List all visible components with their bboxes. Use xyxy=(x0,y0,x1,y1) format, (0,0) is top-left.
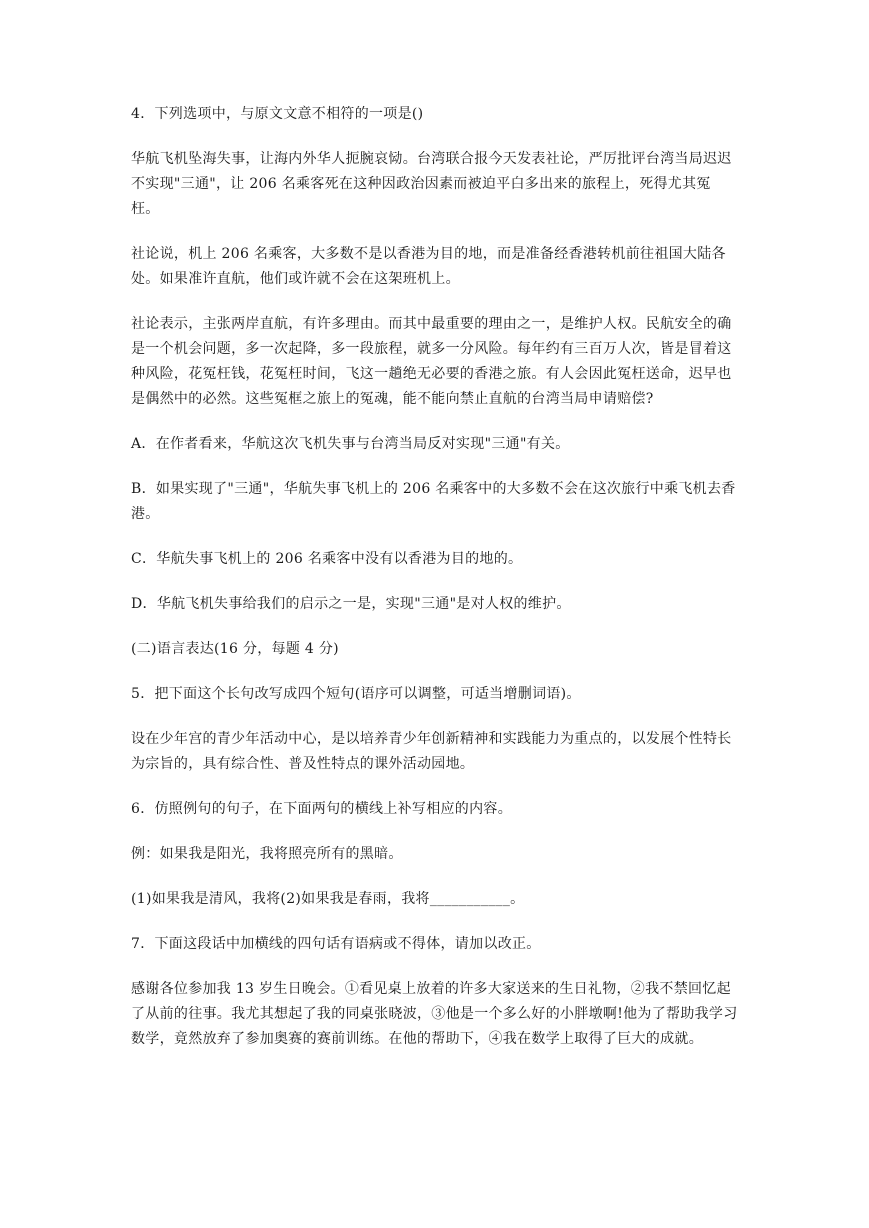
option-b: B．如果实现了"三通"，华航失事飞机上的 206 名乘客中的大多数不会在这次旅行中乘飞机去香港。 xyxy=(131,481,736,522)
section-heading-language-expression: (二)语言表达(16 分，每题 4 分) xyxy=(131,641,339,657)
question-5-stem: 5．把下面这个长句改写成四个短句(语序可以调整，可适当增删词语)。 xyxy=(131,686,581,702)
question-7-stem: 7．下面这段话中加横线的四句话有语病或不得体，请加以改正。 xyxy=(131,936,541,952)
question-4-stem: 4．下列选项中，与原文文意不相符的一项是() xyxy=(131,106,424,122)
option-d: D．华航飞机失事给我们的启示之一是，实现"三通"是对人权的维护。 xyxy=(131,596,571,612)
question-5-sentence: 设在少年宫的青少年活动中心，是以培养青少年创新精神和实践能力为重点的，以发展个性特长为宗旨的，具有综合性、普及性特点的课外活动园地。 xyxy=(131,731,732,772)
question-6-blanks: (1)如果我是清风，我将(2)如果我是春雨，我将___________。 xyxy=(131,891,525,907)
question-6-example: 例：如果我是阳光，我将照亮所有的黑暗。 xyxy=(131,846,403,862)
question-7-passage: 感谢各位参加我 13 岁生日晚会。①看见桌上放着的许多大家送来的生日礼物，②我不禁回忆起了从前的往事。我尤其想起了我的同桌张晓波，③他是一个多么好的小胖墩啊!他为了帮助我学习数学，竟然放弃了参加奥赛的赛前训练。在他的帮助下，④我在数学上取得了巨大的成就。 xyxy=(131,981,738,1047)
passage-paragraph-1: 华航飞机坠海失事，让海内外华人扼腕哀恸。台湾联合报今天发表社论，严厉批评台湾当局迟迟不实现"三通"，让 206 名乘客死在这种因政治因素而被迫平白多出来的旅程上，死得尤其冤枉。 xyxy=(131,151,732,217)
passage-paragraph-2: 社论说，机上 206 名乘客，大多数不是以香港为目的地，而是准备经香港转机前往祖国大陆各处。如果准许直航，他们或许就不会在这架班机上。 xyxy=(131,246,726,287)
document-page xyxy=(131,102,739,1072)
option-c: C．华航失事飞机上的 206 名乘客中没有以香港为目的地的。 xyxy=(131,551,523,567)
option-a: A．在作者看来，华航这次飞机失事与台湾当局反对实现"三通"有关。 xyxy=(131,436,570,452)
passage-paragraph-3: 社论表示，主张两岸直航，有许多理由。而其中最重要的理由之一，是维护人权。民航安全的确是一个机会问题，多一次起降，多一段旅程，就多一分风险。每年约有三百万人次，皆是冒着这种风险，花冤枉钱，花冤枉时间，飞这一趟绝无必要的香港之旅。有人会因此冤枉送命，迟早也是偶然中的必然。这些冤框之旅上的冤魂，能不能向禁止直航的台湾当局申请赔偿? xyxy=(131,316,732,407)
question-6-stem: 6．仿照例句的句子，在下面两句的横线上补写相应的内容。 xyxy=(131,801,513,817)
